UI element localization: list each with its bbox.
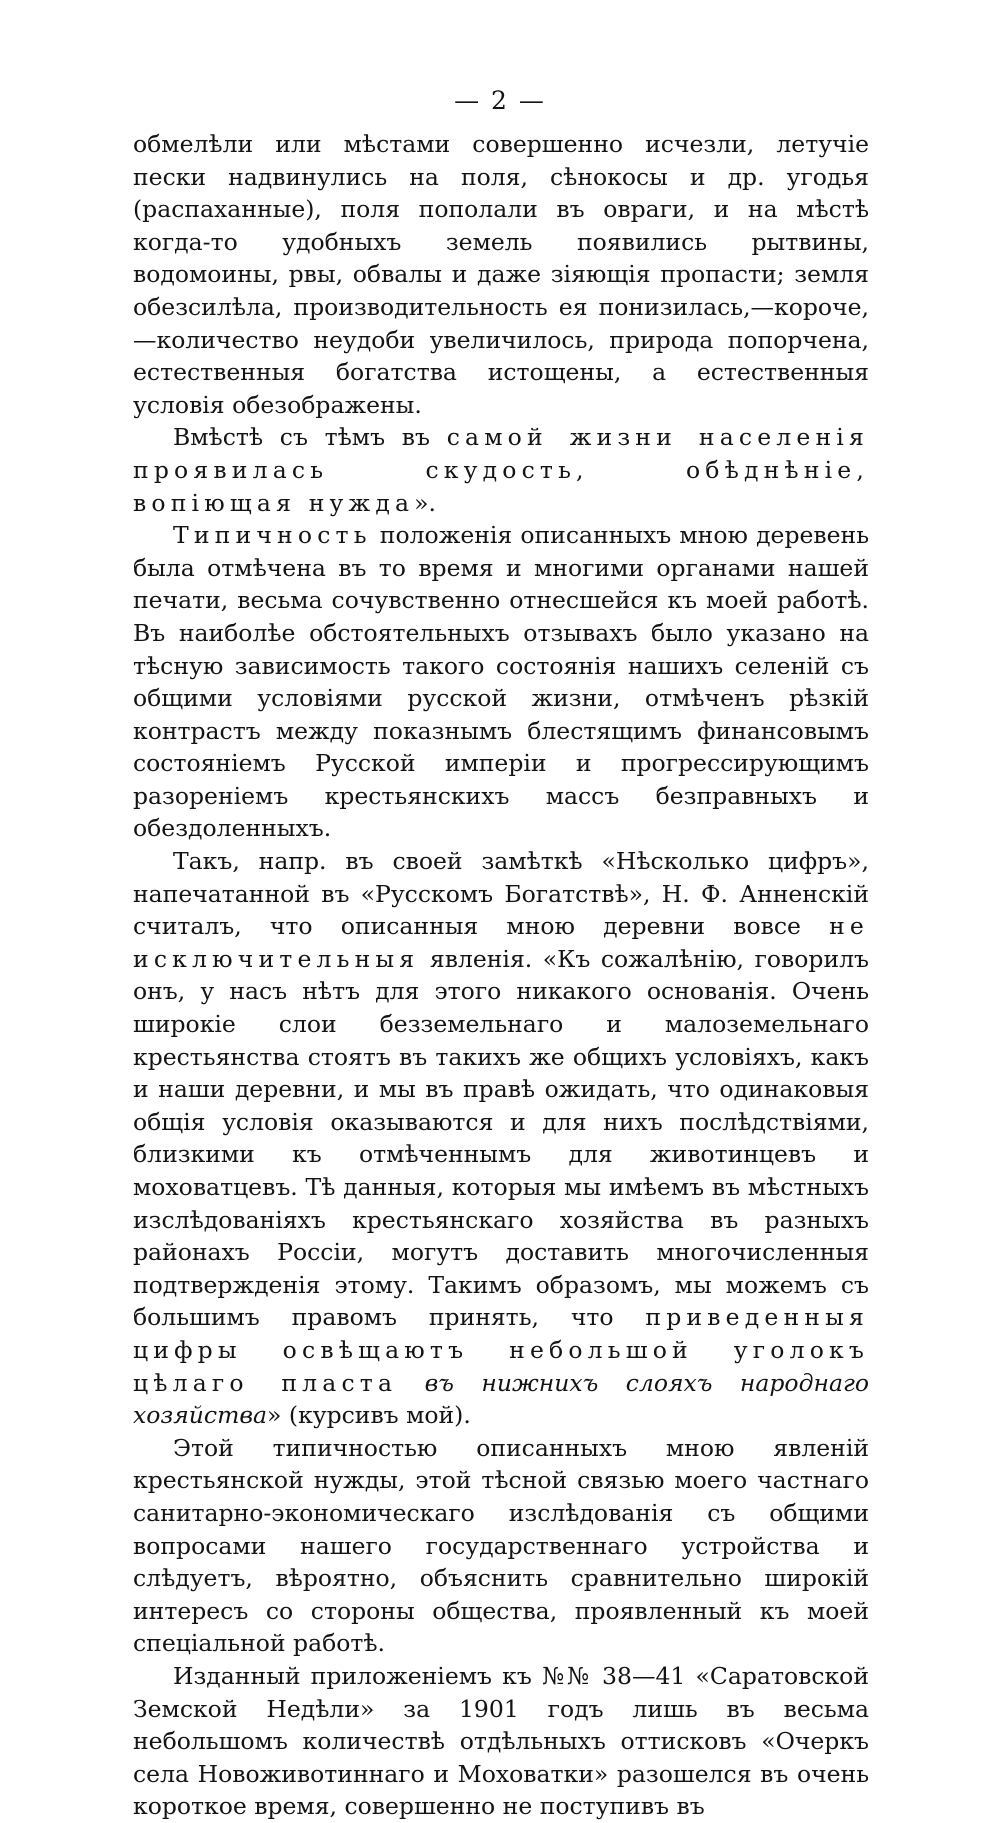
paragraph-4-italic-phrase: въ нижнихъ слояхъ народнаго хозяйства	[133, 1368, 869, 1430]
paragraph-2-spaced-phrase: самой жизни населенія проявилась скудость, обѣднѣніе, вопіющая нужда	[133, 423, 869, 517]
paragraph-4-spaced-phrase-2: приведенныя цифры освѣщаютъ небольшой уголокъ цѣлаго пласта	[133, 1303, 869, 1397]
paragraph-4-intro: Такъ, напр. въ своей замѣткѣ «Нѣсколько цифръ», напечатанной въ «Русскомъ Богатствѣ», Н. Ф. Анненскій считалъ, что описанныя мною деревни вовсе	[133, 847, 869, 941]
paragraph-4-gap	[397, 1369, 424, 1397]
paragraph-5: Этой типичностью описанныхъ мною явленій крестьянской нужды, этой тѣсной связью моего частнаго санитарно-экономическаго изслѣдованія съ общими вопросами нашего государственнаго устройства и слѣдуетъ, вѣроятно, объяснить сравнительно широкій интересъ со стороны общества, проявленный къ моей спеціальной работѣ.	[133, 1433, 869, 1658]
paragraph-6: Изданный приложеніемъ къ №№ 38—41 «Саратовской Земской Недѣли» за 1901 годъ лишь въ весьма небольшомъ количествѣ отдѣльныхъ оттисковъ «Очеркъ села Новоживотиннаго и Моховатки» разошелся въ очень короткое время, совершенно не поступивъ въ	[133, 1661, 869, 1821]
paragraph-4-closing: » (курсивъ мой).	[267, 1401, 471, 1430]
paragraph-1-continuation: обмелѣли или мѣстами совершенно исчезли, летучіе пески надвинулись на поля, сѣнокосы и др. угодья (распаханные), поля пополали въ овраги, и на мѣстѣ когда-то удобныхъ земель появились рытвины, водомоины, рвы, обвалы и даже зіяющія пропасти; земля обезсилѣла, производительность ея понизилась,—короче,—количество неудоби увеличилось, природа попорчена, естественныя богатства истощены, а естественныя условія обезображены.	[133, 130, 869, 419]
paragraph-3-body: положенія описанныхъ мною деревень была отмѣчена въ то время и многими органами нашей печати, весьма сочувственно отнесшейся къ моей работѣ. Въ наиболѣе обстоятельныхъ отзывахъ было указано на тѣсную зависимость такого состоянія нашихъ селеній съ общими условіями русской жизни, отмѣченъ рѣзкій контрастъ между показнымъ блестящимъ финансовымъ состояніемъ Русской имперіи и прогрессирующимъ разореніемъ крестьянскихъ массъ безправныхъ и обездоленныхъ.	[133, 521, 869, 843]
paragraph-3-spaced-lead: Типичность	[173, 521, 372, 550]
paragraph-3	[133, 519, 869, 845]
paragraph-2-closing: ».	[414, 488, 436, 517]
text-body	[133, 128, 869, 1823]
paragraph-4-quote: явленія. «Къ сожалѣнію, говорилъ онъ, у насъ нѣтъ для этого никакого основанія. Очень широкіе слои безземельнаго и малоземельнаго крестьянства стоятъ въ такихъ же общихъ условіяхъ, какъ и наши деревни, и мы въ правѣ ожидать, что одинаковыя общія условія оказываются и для нихъ послѣдствіями, близкими къ отмѣченнымъ для животинцевъ и моховатцевъ. Тѣ данныя, которыя мы имѣемъ въ мѣстныхъ изслѣдованіяхъ крестьянскаго хозяйства въ разныхъ районахъ Россіи, могутъ доставить многочисленныя подтвержденія этому. Такимъ образомъ, мы можемъ съ большимъ правомъ принять, что	[133, 944, 869, 1332]
paragraph-4	[133, 845, 869, 1432]
paragraph-2	[133, 421, 869, 519]
page-number: — 2 —	[454, 86, 546, 115]
paragraph-2-lead: Вмѣстѣ съ тѣмъ въ	[173, 423, 447, 452]
paragraph-4-spaced-phrase-1: не исключительныя	[133, 912, 869, 973]
